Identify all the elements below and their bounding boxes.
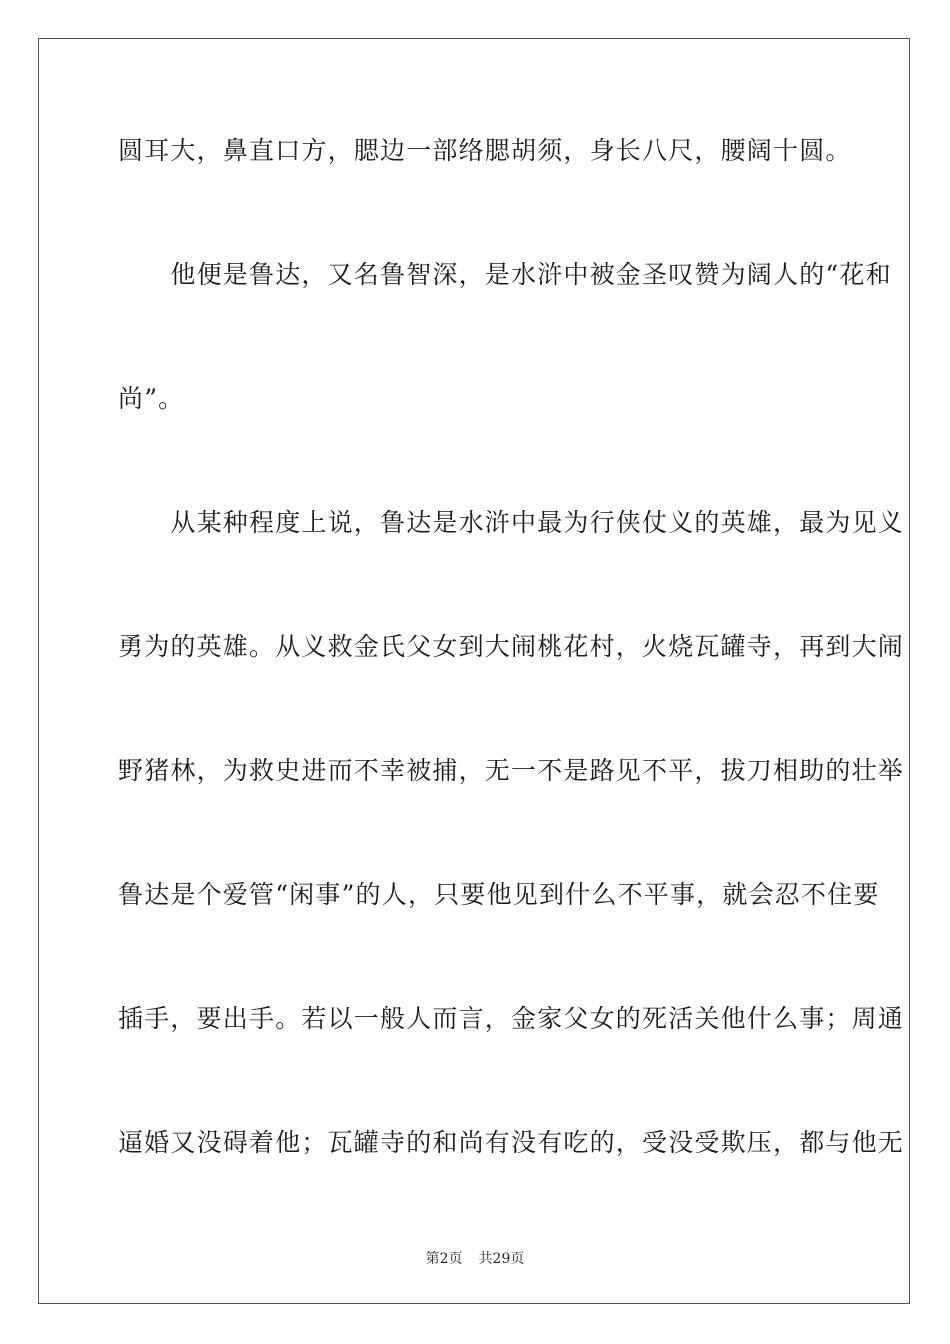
- text-line: 逼婚又没碍着他；瓦罐寺的和尚有没有吃的，受没受欺压，都与他无: [118, 1128, 905, 1157]
- text-line: 尚”。: [118, 384, 185, 413]
- page-number: 第2页: [425, 1251, 463, 1267]
- page-border: [38, 38, 910, 1304]
- text-line: 插手，要出手。若以一般人而言，金家父女的死活关他什么事；周通: [118, 1004, 905, 1033]
- text-line: 他便是鲁达，又名鲁智深，是水浒中被金圣叹赞为阔人的“花和: [118, 260, 892, 289]
- text-line: 野猪林，为救史进而不幸被捕，无一不是路见不平，拔刀相助的壮举: [118, 756, 905, 785]
- text-line: 圆耳大，鼻直口方，腮边一部络腮胡须，身长八尺，腰阔十圆。: [118, 136, 852, 165]
- text-line: 从某种程度上说，鲁达是水浒中最为行侠仗义的英雄，最为见义: [118, 508, 905, 537]
- text-line: 鲁达是个爱管“闲事”的人，只要他见到什么不平事，就会忍不住要: [118, 880, 880, 909]
- text-line: 勇为的英雄。从义救金氏父女到大闹桃花村，火烧瓦罐寺，再到大闹: [118, 632, 905, 661]
- page-footer: [0, 1248, 950, 1268]
- total-pages: 共29页: [478, 1251, 525, 1267]
